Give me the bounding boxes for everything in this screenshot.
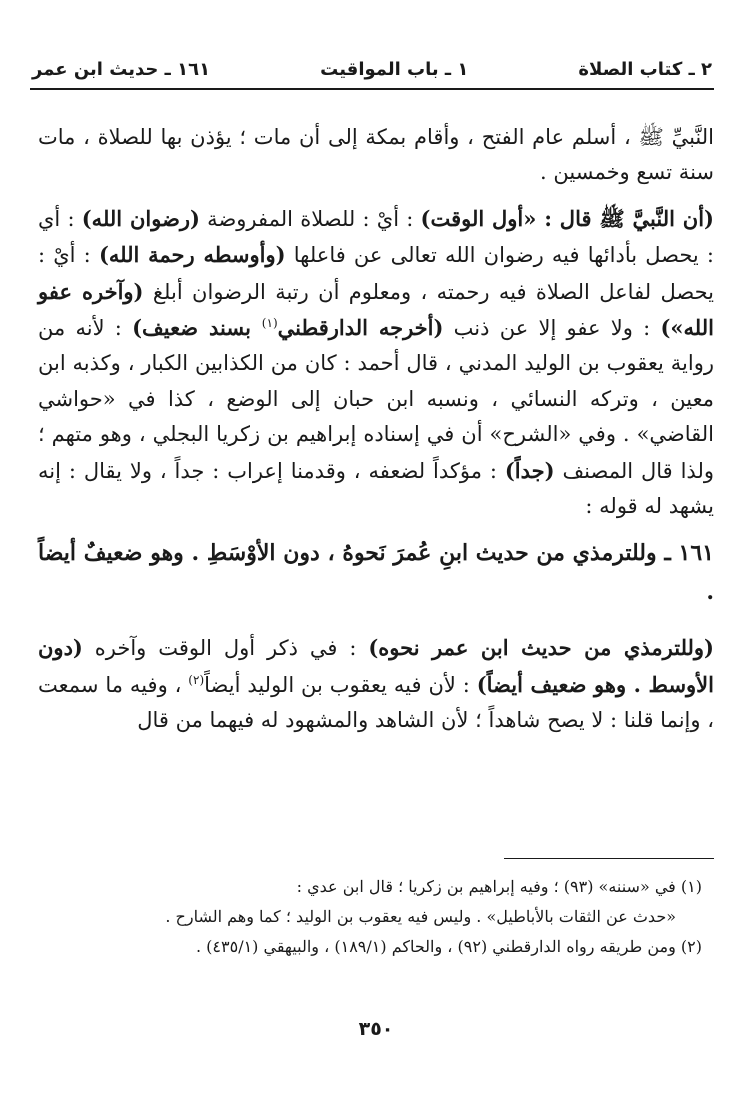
- bold-phrase: (رضوان الله): [81, 205, 200, 231]
- bold-phrase: (جداً): [504, 457, 555, 483]
- footnote-2: (٢) ومن طريقه رواه الدارقطني (٩٢) ، والحاكم (١٨٩/١) ، والبيهقي (٤٣٥/١) .: [195, 937, 702, 956]
- header-hadith-ref: ١٦١ ـ حديث ابن عمر: [32, 58, 211, 80]
- text-span: : في ذكر أول الوقت وآخره: [82, 636, 369, 661]
- bold-phrase: بسند ضعيف): [132, 315, 262, 341]
- header-chapter-title: ١ ـ باب المواقيت: [320, 58, 469, 80]
- bold-phrase: (أخرجه الدارقطني: [277, 315, 444, 341]
- footnote-1-line-1: (١) في «سننه» (٩٣) ؛ وفيه إبراهيم بن زكريا ؛ قال ابن عدي :: [296, 877, 702, 896]
- hadith-161-text: ١٦١ ـ وللترمذي من حديث ابنِ عُمرَ نَحوهُ ، دون الأوْسَطِ . وهو ضعيفٌ أيضاً .: [38, 540, 714, 606]
- paragraph-3: [38, 630, 714, 738]
- bold-phrase: (وآخره عفو الله»): [38, 278, 714, 341]
- footnote-marker-1[interactable]: (١): [261, 316, 278, 331]
- page-number: ٣٥٠: [358, 1018, 394, 1040]
- text-span: : ولا عفو إلا عن ذنب: [443, 316, 661, 341]
- text-span: : أيْ : للصلاة المفروضة: [199, 206, 421, 231]
- footnote-1-line-2: «حدث عن الثقات بالأباطيل» . وليس فيه يعقوب بن الوليد ؛ كما وهم الشارح .: [165, 907, 676, 926]
- text-span: : أي : يحصل بأدائها فيه رضوان الله تعالى عن فاعلها: [38, 206, 714, 268]
- text-span: : مؤكداً لضعفه ، وقدمنا إعراب : جداً ، ولا يقال : إنه يشهد له قوله :: [38, 458, 714, 519]
- bold-phrase: (دون الأوسط . وهو ضعيف أيضاً): [38, 635, 714, 697]
- text-span: : أيْ : يحصل لفاعل الصلاة فيه رحمته ، ومعلوم أن رتبة الرضوان أبلغ: [38, 243, 714, 304]
- bold-phrase: (أن النَّبيَّ ﷺ قال : «أول الوقت): [420, 205, 714, 231]
- footnote-marker-2[interactable]: (٢): [188, 672, 205, 687]
- text-span: : لأن فيه يعقوب بن الوليد أيضاً: [204, 672, 477, 697]
- header-rule: [30, 88, 714, 90]
- header-book-title: ٢ ـ كتاب الصلاة: [578, 58, 712, 80]
- main-text: [38, 120, 714, 739]
- paragraph-1: النَّبيِّ ﷺ ، أسلم عام الفتح ، وأقام بمكة إلى أن مات ؛ يؤذن بها للصلاة ، مات سنة تسع وخمسين .: [38, 125, 714, 185]
- text-span: ، وفيه ما سمعت ، وإنما قلنا : لا يصح شاهداً ؛ لأن الشاهد والمشهود له فيهما من قال: [38, 672, 714, 733]
- footnotes: [38, 872, 702, 962]
- bold-phrase: (وأوسطه رحمة الله): [98, 242, 286, 268]
- footnote-rule: [504, 858, 714, 859]
- paragraph-2: [38, 201, 714, 525]
- text-span: : لأنه من رواية يعقوب بن الوليد المدني ، قال أحمد : كان من الكذابين الكبار ، وكذبه ابن معين ، وتركه النسائي ، ونسبه ابن حبان إلى الوضع ، كذا في «حواشي القاضي» . وفي «الشرح» أن في إسناده إبراهيم بن زكريا البجلي ، وهو متهم ؛ ولذا قال المصنف: [38, 316, 714, 483]
- running-header: [32, 52, 712, 86]
- bold-phrase: (وللترمذي من حديث ابن عمر نحوه): [368, 635, 714, 661]
